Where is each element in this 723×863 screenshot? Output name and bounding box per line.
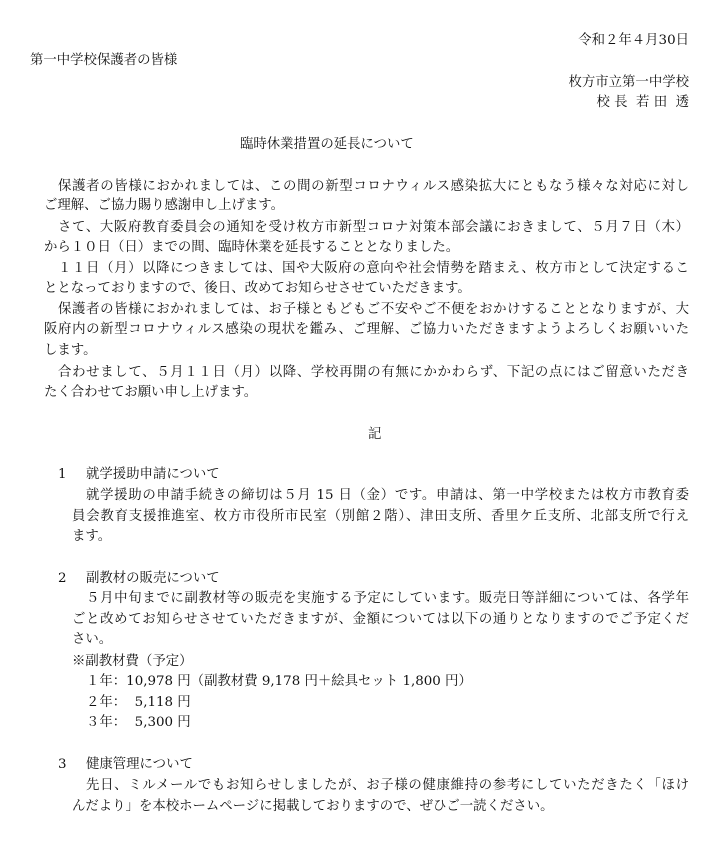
intro-line: 阪府内の新型コロナウィルス感染の現状を鑑み、ご理解、ご協力いただきますようよろしくお願いいた bbox=[44, 322, 689, 337]
section-line: 就学援助の申請手続きの締切は５月 15 日（金）です。申請は、第一中学校または枚方市教育委 bbox=[86, 488, 689, 503]
document-title: 臨時休業措置の延長について bbox=[240, 137, 414, 152]
section-line: さい。 bbox=[72, 632, 113, 647]
section-number: 2 bbox=[58, 571, 67, 586]
fees-label: ※副教材費（予定） bbox=[72, 654, 193, 669]
ki-mark: 記 bbox=[368, 427, 382, 442]
recipient: 第一中学校保護者の皆様 bbox=[30, 53, 178, 68]
section-heading: 副教材の販売について bbox=[86, 571, 220, 586]
section-heading: 健康管理について bbox=[86, 757, 193, 772]
issue-date: 令和２年４月30日 bbox=[578, 33, 689, 48]
intro-line: 保護者の皆様におかれましては、お子様ともどもご不安やご不便をおかけすることとなりますが、大 bbox=[58, 302, 689, 317]
section-line: 員会教育支援推進室、枚方市役所市民室（別館２階）、津田支所、香里ケ丘支所、北部支所で行え bbox=[72, 509, 689, 524]
sender-name: 校 長 若 田 透 bbox=[596, 95, 689, 110]
section-heading: 就学援助申請について bbox=[86, 467, 220, 482]
intro-line: 保護者の皆様におかれましては、この間の新型コロナウィルス感染拡大にともなう様々な対応に対し bbox=[58, 179, 689, 194]
intro-line: から１０日（日）までの間、臨時休業を延長することとなりました。 bbox=[44, 240, 460, 255]
fee-grade-3: ３年： 5,300 円 bbox=[86, 715, 191, 730]
intro-line: さて、大阪府教育委員会の通知を受け枚方市新型コロナ対策本部会議におきまして、５月７日（木） bbox=[58, 220, 689, 235]
section-line: ５月中旬までに副教材等の販売を実施する予定にしています。販売日等詳細については、各学年 bbox=[86, 591, 689, 606]
section-line: ます。 bbox=[72, 529, 112, 544]
section-line: 先日、ミルメールでもお知らせしましたが、お子様の健康維持の参考にしていただきたく「ほけ bbox=[86, 778, 689, 793]
section-number: 1 bbox=[58, 467, 67, 482]
intro-line: １１日（月）以降につきましては、国や大阪府の意向や社会情勢を踏まえ、枚方市として決定するこ bbox=[58, 261, 689, 276]
intro-line: ととなっておりますので、後日、改めてお知らせさせていただきます。 bbox=[44, 281, 471, 296]
intro-line: たく合わせてお願い申し上げます。 bbox=[44, 385, 258, 400]
intro-line: します。 bbox=[44, 343, 97, 358]
section-line: んだより」を本校ホームページに掲載しておりますので、ぜひご一読ください。 bbox=[72, 799, 554, 814]
section-line: ごと改めてお知らせさせていただきますが、金額については以下の通りとなりますのでご予定くだ bbox=[72, 612, 689, 627]
sender-org: 枚方市立第一中学校 bbox=[568, 75, 689, 90]
intro-line: ご理解、ご協力賜り感謝申し上げます。 bbox=[44, 198, 284, 213]
section-number: 3 bbox=[58, 757, 67, 772]
intro-line: 合わせまして、５月１１日（月）以降、学校再開の有無にかかわらず、下記の点にはご留意いただき bbox=[58, 365, 689, 380]
fee-grade-2: ２年： 5,118 円 bbox=[86, 695, 191, 710]
fee-grade-1: １年：10,978 円（副教材費 9,178 円＋絵具セット 1,800 円） bbox=[86, 674, 472, 689]
